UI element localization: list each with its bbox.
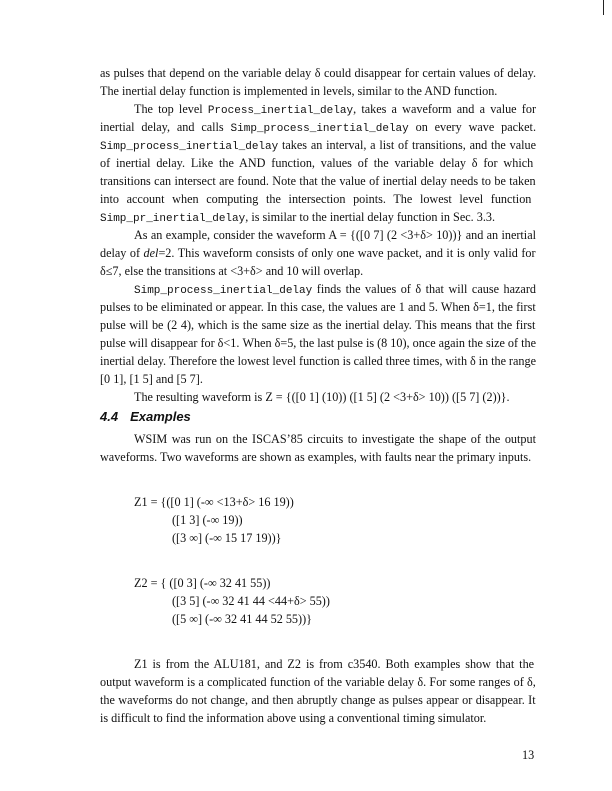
text-segment: on every wave packet.: [408, 120, 536, 134]
equation-line: Z1 = {([0 1] (-∞ <13+δ> 16 19)): [134, 495, 294, 509]
text-line-content: [100, 316, 535, 334]
section-title: Examples: [130, 409, 191, 424]
section-number: 4.4: [100, 409, 119, 424]
text-segment: inertial delay, and calls: [100, 120, 231, 134]
section-heading: [100, 409, 191, 424]
text-line-content: [100, 190, 531, 208]
text-segment: [0 1], [1 5] and [5 7].: [100, 372, 203, 386]
text-segment: , is similar to the inertial delay function in Sec. 3.3.: [245, 210, 496, 224]
text-line-content: [100, 82, 497, 100]
text-line: [100, 316, 536, 334]
text-line: [100, 370, 536, 388]
text-line: [100, 208, 536, 226]
text-line-content: [100, 298, 536, 316]
text-segment: into account when computing the intersection points. The lowest level function: [100, 192, 532, 206]
text-segment: as pulses that depend on the variable delay δ could disappear for certain values of delay.: [100, 66, 536, 80]
text-line: [100, 709, 536, 727]
equation-line: ([5 ∞] (-∞ 32 41 44 52 55))}: [172, 612, 312, 626]
text-line: [100, 691, 536, 709]
text-line-content: [134, 388, 510, 406]
text-line: [100, 82, 536, 100]
equation-line: ([3 5] (-∞ 32 41 44 <44+δ> 55)): [172, 594, 330, 608]
text-segment: pulses to be eliminated or appear. In this case, the values are 1 and 5. When δ=1, the first: [100, 300, 536, 314]
text-line: [100, 352, 536, 370]
text-line: [100, 226, 536, 244]
text-line: [100, 190, 536, 208]
text-line: [100, 430, 536, 448]
text-line: [100, 388, 536, 406]
text-segment: waveforms. Two waveforms are shown as examples, with faults near the primary inputs.: [100, 450, 532, 464]
text-segment: finds the values of δ that will cause hazard: [312, 282, 536, 296]
code-identifier: Simp_process_inertial_delay: [134, 285, 313, 297]
text-line-content: [100, 208, 495, 228]
text-line: [100, 154, 536, 172]
text-line: [100, 448, 536, 466]
text-segment: takes an interval, a list of transitions, and the value: [278, 138, 536, 152]
text-line: [100, 172, 536, 190]
text-line-content: [100, 154, 533, 172]
text-line-content: [100, 244, 536, 262]
code-identifier: Simp_process_inertial_delay: [100, 141, 279, 153]
text-segment: , takes a waveform and a value for: [353, 102, 536, 116]
text-line: [100, 136, 536, 154]
text-segment: The resulting waveform is Z = {([0 1] (10)) ([1 5] (2 <3+δ> 10)) ([5 7] (2))}.: [134, 390, 510, 404]
text-segment: pulse will disappear for δ<1. When δ=5, the last pulse is (8 10), once again the size of the: [100, 336, 536, 350]
text-segment: As an example, consider the waveform A = {([0 7] (2 <3+δ> 10))} and an inertial: [134, 228, 536, 242]
text-segment: inertial delay. Therefore the lowest level function is called three times, with δ in the range: [100, 354, 536, 368]
code-identifier: Simp_process_inertial_delay: [230, 123, 409, 135]
text-line-content: [134, 655, 534, 673]
equation-line: ([1 3] (-∞ 19)): [172, 513, 243, 527]
text-line: [100, 334, 536, 352]
text-segment: transitions can intersect are found. Note that the value of inertial delay needs to be taken: [100, 174, 536, 188]
text-segment: is difficult to find the information above using a conventional timing simulator.: [100, 711, 487, 725]
text-line: [100, 244, 536, 262]
text-line-content: [100, 370, 203, 388]
text-line-content: [100, 334, 536, 352]
text-line: [100, 100, 536, 118]
text-line: [100, 673, 536, 691]
text-line: [100, 64, 536, 82]
text-segment: The top level: [134, 102, 208, 116]
text-line: [100, 280, 536, 298]
text-line-content: [100, 352, 536, 370]
text-line-content: [100, 709, 486, 727]
text-line: [100, 262, 536, 280]
text-line-content: [100, 262, 363, 280]
text-line-content: [134, 226, 536, 244]
equation-line: ([3 ∞] (-∞ 15 17 19))}: [172, 531, 282, 545]
text-line-content: [100, 448, 531, 466]
code-identifier: Simp_pr_inertial_delay: [100, 213, 246, 225]
text-line-content: [134, 100, 536, 120]
text-line: [100, 298, 536, 316]
code-identifier: Process_inertial_delay: [207, 105, 354, 117]
text-line-content: [100, 64, 536, 82]
text-line-content: [100, 118, 536, 138]
text-line: [100, 118, 536, 136]
text-segment: the waveforms do not change, and then abruptly change as pulses appear or disappear. It: [100, 693, 536, 707]
equation-line: Z2 = { ([0 3] (-∞ 32 41 55)): [134, 576, 271, 590]
text-segment: Z1 is from the ALU181, and Z2 is from c3540. Both examples show that the: [134, 657, 535, 671]
text-line: [100, 655, 536, 673]
text-line-content: [134, 280, 536, 300]
text-segment: δ≤7, else the transitions at <3+δ> and 10 will overlap.: [100, 264, 364, 278]
text-segment: output waveform is a complicated function of the variable delay δ. For some ranges of δ,: [100, 675, 536, 689]
page-edge-mark: [603, 0, 604, 15]
text-segment: pulse will be (2 4), which is the same size as the inertial delay. This means that the first: [100, 318, 536, 332]
text-segment: The inertial delay function is implemented in levels, similar to the AND function.: [100, 84, 498, 98]
text-segment: del: [143, 246, 159, 260]
text-line-content: [100, 136, 536, 156]
text-segment: delay of: [100, 246, 144, 260]
text-line-content: [134, 430, 536, 448]
text-segment: of inertial delay. Like the AND function, values of the variable delay δ for which: [100, 156, 534, 170]
text-line-content: [100, 172, 536, 190]
text-segment: WSIM was run on the ISCAS’85 circuits to investigate the shape of the output: [134, 432, 536, 446]
text-line-content: [100, 691, 536, 709]
page-number: 13: [522, 748, 535, 762]
text-line-content: [100, 673, 536, 691]
text-segment: =2. This waveform consists of only one wave packet, and it is only valid for: [158, 246, 536, 260]
